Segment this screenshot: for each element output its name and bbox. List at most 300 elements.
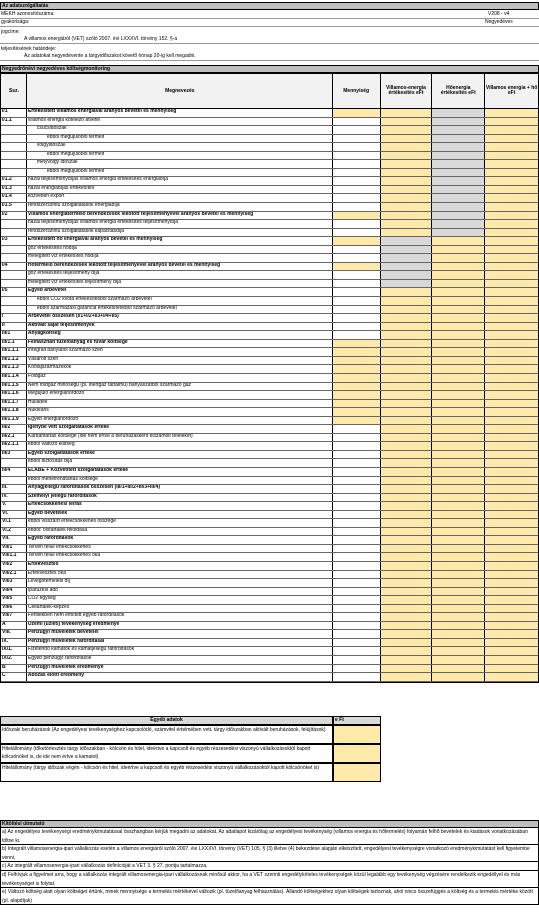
cell-hoenergia[interactable]: [432, 553, 485, 561]
cell-mennyiseg[interactable]: [333, 348, 381, 356]
cell-total[interactable]: [485, 596, 538, 604]
cell-villamos[interactable]: [381, 194, 433, 202]
cell-villamos[interactable]: [381, 451, 433, 459]
cell-total[interactable]: [485, 528, 538, 536]
cell-villamos[interactable]: [381, 306, 433, 314]
row-name: Egyéb árbevétel: [27, 288, 333, 296]
cell-total[interactable]: [485, 297, 538, 305]
cell-villamos[interactable]: [381, 579, 433, 587]
cell-hoenergia[interactable]: [432, 246, 485, 254]
cell-villamos[interactable]: [381, 459, 433, 467]
hatarido-value: Az adatokat negyedévente a tárgyidőszakot követő hónap 20-ig kell megadni.: [24, 53, 196, 59]
cell-total[interactable]: [485, 126, 538, 134]
cell-total[interactable]: [485, 374, 538, 382]
monitoring-table: [0, 73, 539, 683]
cell-mennyiseg: [333, 152, 381, 160]
cell-total[interactable]: [485, 229, 538, 237]
cell-villamos[interactable]: [381, 434, 433, 442]
cell-total[interactable]: [485, 220, 538, 228]
cell-hoenergia[interactable]: [432, 571, 485, 579]
cell-hoenergia: [432, 186, 485, 194]
cell-total[interactable]: [485, 673, 538, 681]
cell-hoenergia[interactable]: [432, 340, 485, 348]
cell-villamos[interactable]: [381, 417, 433, 425]
cell-mennyiseg[interactable]: [333, 109, 381, 117]
cell-mennyiseg[interactable]: [333, 263, 381, 271]
cell-total[interactable]: [485, 425, 538, 433]
cell-mennyiseg: [333, 562, 381, 570]
cell-villamos[interactable]: [381, 383, 433, 391]
cell-mennyiseg: [333, 314, 381, 322]
cell-hoenergia[interactable]: [432, 622, 485, 630]
cell-total[interactable]: [485, 408, 538, 416]
cell-mennyiseg[interactable]: [333, 408, 381, 416]
row-name: ebből CO2 kvóta értékesítésből származó árbevétel: [27, 297, 333, 305]
table-row: [1, 109, 538, 118]
cell-hoenergia[interactable]: [432, 502, 485, 510]
row-name: ebből megújulóból termelt: [27, 152, 333, 160]
cell-villamos[interactable]: [381, 665, 433, 673]
cell-total[interactable]: [485, 331, 538, 339]
cell-villamos[interactable]: [381, 135, 433, 143]
row-name: csúcsidőszak: [27, 126, 333, 134]
cell-total[interactable]: [485, 177, 538, 185]
cell-hoenergia[interactable]: [432, 673, 485, 681]
row-ssz: [1, 169, 27, 177]
cell-villamos[interactable]: [381, 400, 433, 408]
table-row: [1, 442, 538, 451]
cell-mennyiseg: [333, 630, 381, 638]
cell-total[interactable]: [485, 442, 538, 450]
cell-villamos: [381, 237, 433, 245]
cell-villamos[interactable]: [381, 109, 433, 117]
cell-total[interactable]: [485, 417, 538, 425]
row-name: Iparűzési adó: [27, 588, 333, 596]
table-row: [1, 630, 538, 639]
cell-villamos[interactable]: [381, 442, 433, 450]
cell-mennyiseg[interactable]: [333, 357, 381, 365]
cell-villamos[interactable]: [381, 126, 433, 134]
cell-total[interactable]: [485, 135, 538, 143]
cell-villamos[interactable]: [381, 545, 433, 553]
cell-villamos[interactable]: [381, 169, 433, 177]
cell-villamos[interactable]: [381, 571, 433, 579]
cell-total[interactable]: [485, 143, 538, 151]
egyeb-adatok: [0, 716, 539, 782]
cell-hoenergia[interactable]: [432, 562, 485, 570]
table-row: [1, 468, 538, 477]
egyeb-row: [0, 744, 539, 763]
cell-total[interactable]: [485, 511, 538, 519]
cell-villamos[interactable]: [381, 203, 433, 211]
cell-villamos[interactable]: [381, 562, 433, 570]
cell-hoenergia[interactable]: [432, 297, 485, 305]
cell-villamos[interactable]: [381, 536, 433, 544]
row-name: hazai teljesítménydíjas villamos energia értékesítés energiadíja: [27, 177, 333, 185]
table-row: [1, 400, 538, 409]
row-name: rendszerszintű szolgáltatások kapacitásdíja: [27, 229, 333, 237]
row-name: ELÁBÉ + Közvetített szolgáltatások értéke: [27, 468, 333, 476]
cell-total[interactable]: [485, 323, 538, 331]
row-ssz: VII/2.1: [1, 571, 27, 579]
row-name: Céltartalék-képzés: [27, 605, 333, 613]
cell-hoenergia[interactable]: [432, 314, 485, 322]
table-row: [1, 562, 538, 571]
utmutato-title: Kitöltési útmutató: [0, 820, 539, 828]
cell-mennyiseg[interactable]: [333, 417, 381, 425]
cell-hoenergia[interactable]: [432, 288, 485, 296]
row-ssz: I/5: [1, 288, 27, 296]
row-name: Árbevétel összesen (I/1+I/2+I/3+I/4+I/5): [27, 314, 333, 322]
cell-total[interactable]: [485, 477, 538, 485]
cell-total[interactable]: [485, 314, 538, 322]
cell-hoenergia[interactable]: [432, 374, 485, 382]
cell-hoenergia[interactable]: [432, 468, 485, 476]
cell-total[interactable]: [485, 545, 538, 553]
cell-villamos[interactable]: [381, 605, 433, 613]
cell-villamos[interactable]: [381, 348, 433, 356]
table-row: [1, 348, 538, 357]
cell-villamos[interactable]: [381, 229, 433, 237]
table-row: [1, 186, 538, 195]
cell-villamos[interactable]: [381, 656, 433, 664]
cell-total[interactable]: [485, 186, 538, 194]
table-row: [1, 331, 538, 340]
cell-hoenergia[interactable]: [432, 365, 485, 373]
cell-villamos[interactable]: [381, 323, 433, 331]
cell-total[interactable]: [485, 579, 538, 587]
cell-villamos[interactable]: [381, 622, 433, 630]
cell-villamos[interactable]: [381, 220, 433, 228]
cell-villamos[interactable]: [381, 212, 433, 220]
cell-hoenergia[interactable]: [432, 400, 485, 408]
cell-total[interactable]: [485, 613, 538, 621]
cell-mennyiseg: [333, 177, 381, 185]
cell-total[interactable]: [485, 237, 538, 245]
cell-hoenergia[interactable]: [432, 263, 485, 271]
cell-villamos[interactable]: [381, 391, 433, 399]
cell-hoenergia[interactable]: [432, 331, 485, 339]
table-row: [1, 605, 538, 614]
cell-hoenergia[interactable]: [432, 442, 485, 450]
cell-hoenergia[interactable]: [432, 613, 485, 621]
cell-villamos[interactable]: [381, 494, 433, 502]
table-row: [1, 408, 538, 417]
cell-total[interactable]: [485, 365, 538, 373]
cell-hoenergia[interactable]: [432, 271, 485, 279]
egyeb-row: [0, 725, 539, 744]
cell-total[interactable]: [485, 630, 538, 638]
cell-villamos[interactable]: [381, 519, 433, 527]
row-name: Egyéb bevételek: [27, 511, 333, 519]
row-ssz: III/1.1.7: [1, 400, 27, 408]
cell-total[interactable]: [485, 306, 538, 314]
table-row: [1, 152, 538, 161]
cell-hoenergia[interactable]: [432, 408, 485, 416]
cell-mennyiseg: [333, 656, 381, 664]
cell-total[interactable]: [485, 340, 538, 348]
cell-hoenergia[interactable]: [432, 434, 485, 442]
cell-villamos[interactable]: [381, 425, 433, 433]
cell-mennyiseg[interactable]: [333, 391, 381, 399]
kitoltesi-utmutato: [0, 820, 539, 905]
cell-hoenergia[interactable]: [432, 656, 485, 664]
cell-hoenergia[interactable]: [432, 280, 485, 288]
cell-mennyiseg: [333, 459, 381, 467]
cell-hoenergia[interactable]: [432, 528, 485, 536]
cell-villamos[interactable]: [381, 186, 433, 194]
cell-villamos[interactable]: [381, 596, 433, 604]
gyakorisag-row: [0, 19, 539, 27]
table-row: [1, 169, 538, 178]
table-row: [1, 229, 538, 238]
table-row: [1, 160, 538, 169]
row-ssz: V.: [1, 502, 27, 510]
cell-hoenergia[interactable]: [432, 545, 485, 553]
row-name: Értékcsökkenési leírás: [27, 502, 333, 510]
cell-mennyiseg: [333, 288, 381, 296]
cell-hoenergia[interactable]: [432, 494, 485, 502]
cell-hoenergia[interactable]: [432, 536, 485, 544]
cell-total[interactable]: [485, 160, 538, 168]
cell-villamos[interactable]: [381, 553, 433, 561]
cell-total[interactable]: [485, 639, 538, 647]
cell-mennyiseg: [333, 280, 381, 288]
table-row: [1, 613, 538, 622]
cell-hoenergia[interactable]: [432, 485, 485, 493]
cell-villamos[interactable]: [381, 314, 433, 322]
row-ssz: [1, 160, 27, 168]
cell-villamos[interactable]: [381, 152, 433, 160]
cell-hoenergia[interactable]: [432, 665, 485, 673]
cell-hoenergia[interactable]: [432, 348, 485, 356]
egyeb-title: Egyéb adatok: [0, 716, 333, 725]
row-name: Értékesített villamos energiával arányos bevétel és mennyiség: [27, 109, 333, 117]
cell-hoenergia[interactable]: [432, 425, 485, 433]
row-ssz: III/1.1.9: [1, 417, 27, 425]
row-ssz: VII/1: [1, 545, 27, 553]
cell-villamos[interactable]: [381, 374, 433, 382]
table-row: [1, 263, 538, 272]
table-row: [1, 528, 538, 537]
row-ssz: VII/2: [1, 562, 27, 570]
cell-total[interactable]: [485, 400, 538, 408]
cell-total[interactable]: [485, 271, 538, 279]
cell-villamos[interactable]: [381, 630, 433, 638]
cell-villamos[interactable]: [381, 331, 433, 339]
cell-total[interactable]: [485, 280, 538, 288]
cell-total[interactable]: [485, 553, 538, 561]
table-row: [1, 374, 538, 383]
row-name: ebből menetrendtartás költsége: [27, 477, 333, 485]
row-name: Karbantartás költsége (ide nem értve a beruházásként elszámolt tételeket): [27, 434, 333, 442]
jogcime-value-row: [0, 36, 539, 44]
row-name: Kőolajszármazékok: [27, 365, 333, 373]
cell-total[interactable]: [485, 468, 538, 476]
cell-total[interactable]: [485, 622, 538, 630]
cell-mennyiseg[interactable]: [333, 365, 381, 373]
row-name: Villamos energiatermelő berendezések lekötött teljesítményével arányos bevétel és mennyiség: [27, 212, 333, 220]
cell-villamos[interactable]: [381, 408, 433, 416]
table-row: [1, 212, 538, 221]
cell-mennyiseg[interactable]: [333, 237, 381, 245]
cell-hoenergia[interactable]: [432, 237, 485, 245]
cell-mennyiseg[interactable]: [333, 340, 381, 348]
cell-total[interactable]: [485, 357, 538, 365]
row-name: rendszerszintű szolgáltatások energiadíja: [27, 203, 333, 211]
cell-total[interactable]: [485, 203, 538, 211]
cell-total[interactable]: [485, 169, 538, 177]
cell-villamos[interactable]: [381, 357, 433, 365]
cell-total[interactable]: [485, 494, 538, 502]
cell-mennyiseg: [333, 194, 381, 202]
table-row: [1, 545, 538, 554]
cell-hoenergia[interactable]: [432, 605, 485, 613]
cell-hoenergia[interactable]: [432, 596, 485, 604]
cell-total[interactable]: [485, 519, 538, 527]
cell-hoenergia[interactable]: [432, 477, 485, 485]
cell-villamos: [381, 246, 433, 254]
cell-total[interactable]: [485, 109, 538, 117]
cell-total[interactable]: [485, 254, 538, 262]
cell-villamos[interactable]: [381, 528, 433, 536]
cell-villamos[interactable]: [381, 647, 433, 655]
cell-mennyiseg: [333, 502, 381, 510]
cell-hoenergia[interactable]: [432, 459, 485, 467]
cell-villamos[interactable]: [381, 639, 433, 647]
row-ssz: VIII.: [1, 630, 27, 638]
header-hoenergia: Hőenergia értékesítés eFt: [432, 74, 485, 108]
cell-villamos[interactable]: [381, 613, 433, 621]
cell-villamos[interactable]: [381, 673, 433, 681]
cell-total[interactable]: [485, 152, 538, 160]
cell-hoenergia[interactable]: [432, 417, 485, 425]
row-ssz: IX.: [1, 639, 27, 647]
row-ssz: [1, 246, 27, 254]
cell-total[interactable]: [485, 288, 538, 296]
cell-mennyiseg[interactable]: [333, 374, 381, 382]
row-ssz: VII/5: [1, 596, 27, 604]
cell-total[interactable]: [485, 391, 538, 399]
cell-total[interactable]: [485, 118, 538, 126]
header-mennyiseg: Mennyiség: [333, 74, 381, 108]
cell-total[interactable]: [485, 434, 538, 442]
cell-mennyiseg: [333, 160, 381, 168]
cell-hoenergia[interactable]: [432, 519, 485, 527]
cell-mennyiseg[interactable]: [333, 400, 381, 408]
cell-hoenergia[interactable]: [432, 588, 485, 596]
cell-total[interactable]: [485, 383, 538, 391]
row-name: Egyéb szolgáltatások értéke: [27, 451, 333, 459]
cell-hoenergia[interactable]: [432, 639, 485, 647]
table-row: [1, 571, 538, 580]
jogcime-label: jogcíme:: [1, 28, 20, 35]
row-ssz: VII/1.1: [1, 553, 27, 561]
cell-hoenergia[interactable]: [432, 254, 485, 262]
cell-villamos[interactable]: [381, 502, 433, 510]
egyeb-input[interactable]: [333, 725, 381, 744]
cell-mennyiseg: [333, 135, 381, 143]
row-ssz: III/1.1.2: [1, 357, 27, 365]
cell-hoenergia: [432, 109, 485, 117]
cell-total[interactable]: [485, 571, 538, 579]
row-ssz: IV.: [1, 494, 27, 502]
cell-total[interactable]: [485, 605, 538, 613]
cell-total[interactable]: [485, 562, 538, 570]
cell-villamos[interactable]: [381, 485, 433, 493]
cell-villamos[interactable]: [381, 588, 433, 596]
cell-villamos[interactable]: [381, 288, 433, 296]
cell-mennyiseg: [333, 605, 381, 613]
utmutato-item: a) Az engedélyes tevékenységi eredménykimutatással összhangban kérjük megadni az adatokat. Az adatlapot kizárólag az engedélyesi tevékenység (villamos energia és hőtermelés) folyamán felhő bevételek és kiadások vonatkozásában töltse ki.: [0, 828, 539, 845]
cell-mennyiseg[interactable]: [333, 212, 381, 220]
cell-villamos[interactable]: [381, 340, 433, 348]
cell-hoenergia[interactable]: [432, 579, 485, 587]
row-name: melegített víz értékesítés teljesítmény díja: [27, 280, 333, 288]
cell-villamos[interactable]: [381, 118, 433, 126]
row-ssz: [1, 254, 27, 262]
cell-hoenergia[interactable]: [432, 306, 485, 314]
cell-villamos[interactable]: [381, 477, 433, 485]
cell-total[interactable]: [485, 451, 538, 459]
cell-hoenergia[interactable]: [432, 383, 485, 391]
cell-total[interactable]: [485, 647, 538, 655]
row-name: Pénzügyi műveletek ráfordításai: [27, 639, 333, 647]
cell-total[interactable]: [485, 459, 538, 467]
row-ssz: I/3: [1, 237, 27, 245]
row-ssz: IX/1.: [1, 647, 27, 655]
table-row: [1, 135, 538, 144]
cell-villamos[interactable]: [381, 297, 433, 305]
cell-villamos[interactable]: [381, 468, 433, 476]
cell-total[interactable]: [485, 212, 538, 220]
cell-villamos[interactable]: [381, 160, 433, 168]
table-row: [1, 383, 538, 392]
cell-total[interactable]: [485, 246, 538, 254]
cell-villamos[interactable]: [381, 143, 433, 151]
cell-villamos[interactable]: [381, 511, 433, 519]
cell-total[interactable]: [485, 665, 538, 673]
table-row: [1, 553, 538, 562]
cell-total[interactable]: [485, 194, 538, 202]
cell-villamos[interactable]: [381, 365, 433, 373]
cell-hoenergia[interactable]: [432, 323, 485, 331]
cell-hoenergia[interactable]: [432, 511, 485, 519]
row-ssz: III/1.1: [1, 340, 27, 348]
cell-mennyiseg[interactable]: [333, 383, 381, 391]
table-row: [1, 203, 538, 212]
cell-total[interactable]: [485, 485, 538, 493]
table-row: [1, 596, 538, 605]
egyeb-input[interactable]: [333, 744, 381, 763]
cell-hoenergia[interactable]: [432, 647, 485, 655]
cell-total[interactable]: [485, 656, 538, 664]
cell-hoenergia[interactable]: [432, 391, 485, 399]
cell-hoenergia[interactable]: [432, 357, 485, 365]
cell-total[interactable]: [485, 588, 538, 596]
cell-total[interactable]: [485, 263, 538, 271]
cell-mennyiseg: [333, 143, 381, 151]
cell-total[interactable]: [485, 502, 538, 510]
cell-hoenergia[interactable]: [432, 451, 485, 459]
cell-hoenergia[interactable]: [432, 630, 485, 638]
cell-villamos[interactable]: [381, 177, 433, 185]
row-ssz: III/2.1.1: [1, 442, 27, 450]
cell-total[interactable]: [485, 536, 538, 544]
cell-mennyiseg: [333, 451, 381, 459]
cell-total[interactable]: [485, 348, 538, 356]
egyeb-input[interactable]: [333, 763, 381, 782]
